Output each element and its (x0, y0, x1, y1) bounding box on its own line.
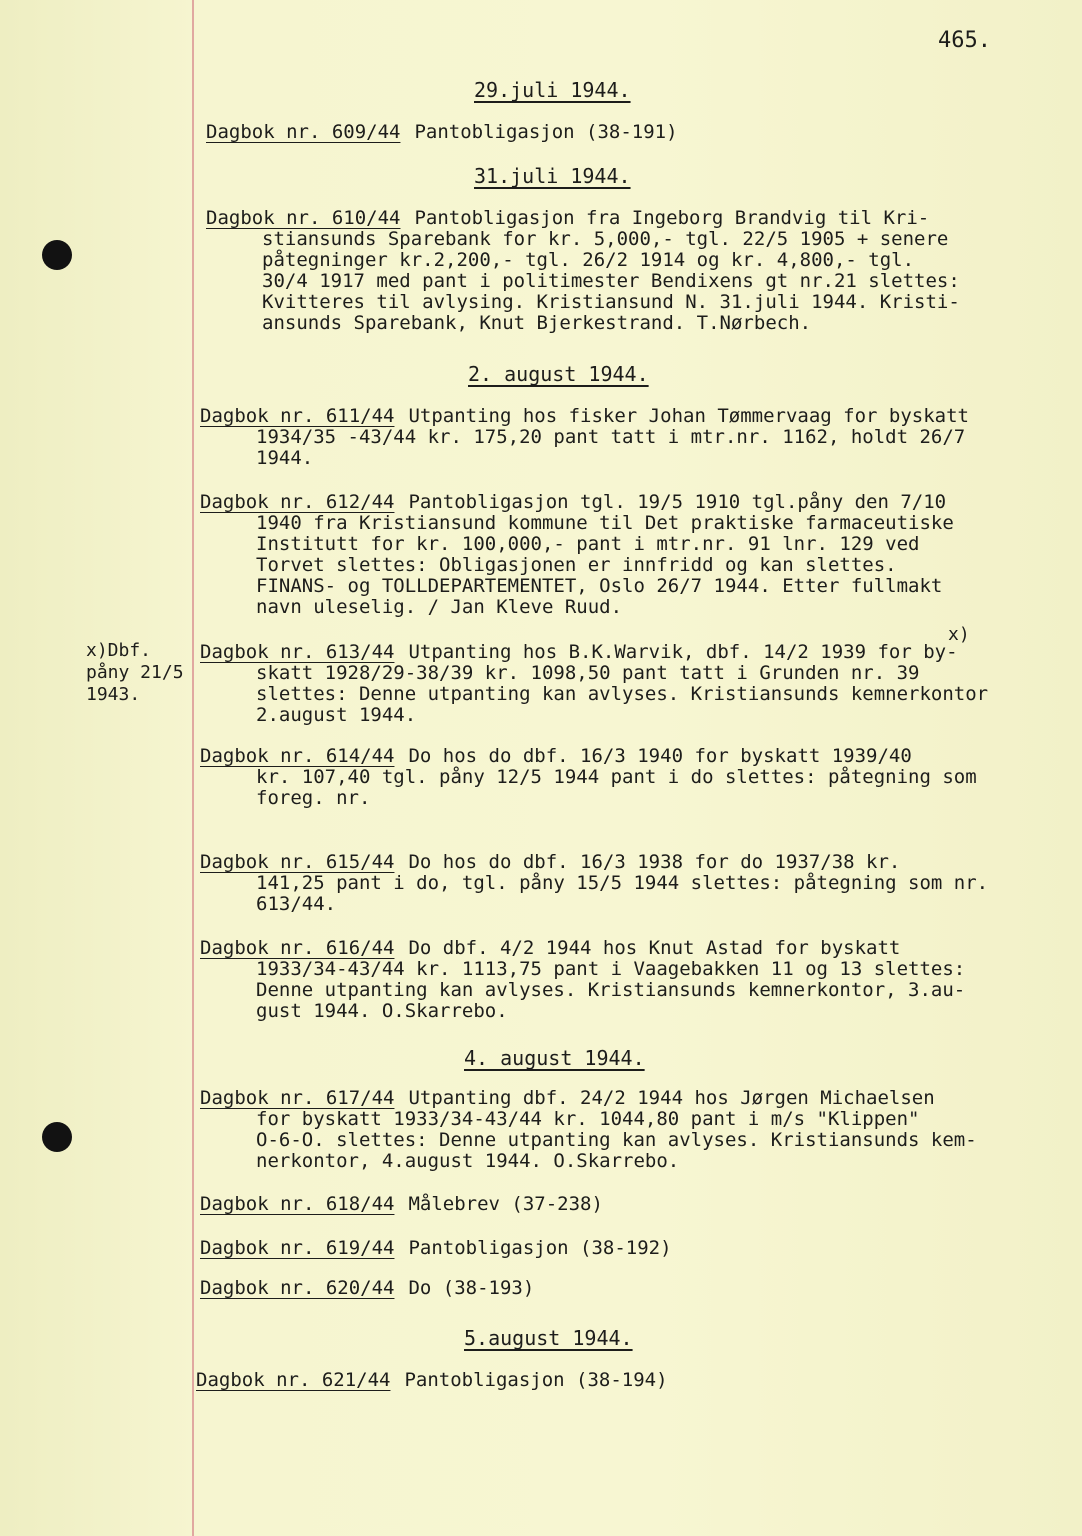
entry-text: Pantobligasjon (38-194) (404, 1369, 668, 1391)
entry-ref: Dagbok nr. 620/44 (200, 1277, 395, 1299)
entry-ref: Dagbok nr. 612/44 (200, 491, 395, 513)
entry-text: O-6-O. slettes: Denne utpanting kan avlyses. Kristiansunds kem- (256, 1129, 977, 1151)
ledger-entry (200, 642, 1070, 726)
entry-text: navn uleselig. / Jan Kleve Ruud. (256, 596, 623, 618)
entry-text: Pantobligasjon (38-192) (408, 1237, 672, 1259)
entry-text: 1933/34-43/44 kr. 1113,75 pant i Vaagebakken 11 og 13 slettes: (256, 958, 966, 980)
margin-note-line: 1943. (86, 684, 141, 705)
entry-text: 2.august 1944. (256, 704, 417, 726)
margin-note-line: påny 21/5 (86, 662, 184, 683)
ledger-entry (200, 492, 1070, 618)
entry-text: Pantobligasjon (38-191) (414, 121, 678, 143)
punch-hole (42, 1122, 72, 1152)
entry-text: Utpanting hos B.K.Warvik, dbf. 14/2 1939 for by- (408, 641, 958, 663)
ledger-entry (200, 1194, 1070, 1215)
page-number: 465. (938, 28, 991, 53)
ledger-entry (200, 406, 1070, 469)
ledger-entry (200, 1238, 1070, 1259)
margin-note (86, 640, 184, 706)
date-heading: 31.juli 1944. (474, 164, 631, 188)
ledger-entry (206, 208, 1076, 334)
entry-text: Do hos do dbf. 16/3 1938 for do 1937/38 kr. (408, 851, 901, 873)
punch-hole (42, 240, 72, 270)
entry-text: gust 1944. O.Skarrebo. (256, 1000, 508, 1022)
entry-text: slettes: Denne utpanting kan avlyses. Kristiansunds kemnerkontor (256, 683, 989, 705)
entry-ref: Dagbok nr. 619/44 (200, 1237, 395, 1259)
entry-ref: Dagbok nr. 610/44 (206, 207, 401, 229)
entry-text: påtegninger kr.2,200,- tgl. 26/2 1914 og kr. 4,800,- tgl. (262, 249, 915, 271)
entry-text: Pantobligasjon fra Ingeborg Brandvig til Kri- (414, 207, 930, 229)
entry-text: Do (38-193) (408, 1277, 535, 1299)
entry-text: stiansunds Sparebank for kr. 5,000,- tgl. 22/5 1905 + senere (262, 228, 949, 250)
entry-text: FINANS- og TOLLDEPARTEMENTET, Oslo 26/7 1944. Etter fullmakt (256, 575, 943, 597)
entry-text: 30/4 1917 med pant i politimester Bendixens gt nr.21 slettes: (262, 270, 960, 292)
entry-text: Kvitteres til avlysing. Kristiansund N. 31.juli 1944. Kristi- (262, 291, 960, 313)
entry-text: Do dbf. 4/2 1944 hos Knut Astad for byskatt (408, 937, 901, 959)
date-heading: 4. august 1944. (464, 1046, 645, 1070)
entry-text: Torvet slettes: Obligasjonen er innfridd og kan slettes. (256, 554, 897, 576)
ledger-entry (200, 746, 1070, 809)
entry-text: Utpanting dbf. 24/2 1944 hos Jørgen Michaelsen (408, 1087, 935, 1109)
ledger-entry (200, 1278, 1070, 1299)
entry-text: Målebrev (37-238) (408, 1193, 603, 1215)
entry-text: Pantobligasjon tgl. 19/5 1910 tgl.påny den 7/10 (408, 491, 947, 513)
entry-ref: Dagbok nr. 614/44 (200, 745, 395, 767)
entry-text: 1944. (256, 447, 314, 469)
entry-text: nerkontor, 4.august 1944. O.Skarrebo. (256, 1150, 680, 1172)
entry-text: for byskatt 1933/34-43/44 kr. 1044,80 pant i m/s "Klippen" (256, 1108, 920, 1130)
ledger-entry (200, 938, 1070, 1022)
ledger-entry (200, 1088, 1070, 1172)
entry-ref: Dagbok nr. 621/44 (196, 1369, 391, 1391)
entry-text: 1940 fra Kristiansund kommune til Det praktiske farmaceutiske (256, 512, 954, 534)
entry-text: skatt 1928/29-38/39 kr. 1098,50 pant tatt i Grunden nr. 39 (256, 662, 920, 684)
margin-note-line: x)Dbf. (86, 640, 152, 661)
date-heading: 5.august 1944. (464, 1326, 633, 1350)
entry-ref: Dagbok nr. 613/44 (200, 641, 395, 663)
entry-text: foreg. nr. (256, 787, 371, 809)
entry-text: Do hos do dbf. 16/3 1940 for byskatt 1939/40 (408, 745, 912, 767)
entry-text: kr. 107,40 tgl. påny 12/5 1944 pant i do slettes: påtegning som (256, 766, 977, 788)
entry-text: 1934/35 -43/44 kr. 175,20 pant tatt i mtr.nr. 1162, holdt 26/7 (256, 426, 966, 448)
entry-text: ansunds Sparebank, Knut Bjerkestrand. T.Nørbech. (262, 312, 812, 334)
entry-ref: Dagbok nr. 616/44 (200, 937, 395, 959)
entry-ref: Dagbok nr. 618/44 (200, 1193, 395, 1215)
date-heading: 2. august 1944. (468, 362, 649, 386)
entry-text: Utpanting hos fisker Johan Tømmervaag for byskatt (408, 405, 969, 427)
entry-ref: Dagbok nr. 617/44 (200, 1087, 395, 1109)
ledger-entry (196, 1370, 1066, 1391)
ledger-entry (200, 852, 1070, 915)
entry-text: 141,25 pant i do, tgl. påny 15/5 1944 slettes: påtegning som nr. (256, 872, 989, 894)
entry-text: 613/44. (256, 893, 337, 915)
entry-ref: Dagbok nr. 615/44 (200, 851, 395, 873)
entry-text: Denne utpanting kan avlyses. Kristiansunds kemnerkontor, 3.au- (256, 979, 966, 1001)
entry-ref: Dagbok nr. 609/44 (206, 121, 401, 143)
margin-rule (192, 0, 194, 1536)
ledger-entry (206, 122, 1076, 143)
entry-ref: Dagbok nr. 611/44 (200, 405, 395, 427)
entry-text: Institutt for kr. 100,000,- pant i mtr.nr. 91 lnr. 129 ved (256, 533, 920, 555)
date-heading: 29.juli 1944. (474, 78, 631, 102)
x-mark: x) (948, 624, 970, 645)
